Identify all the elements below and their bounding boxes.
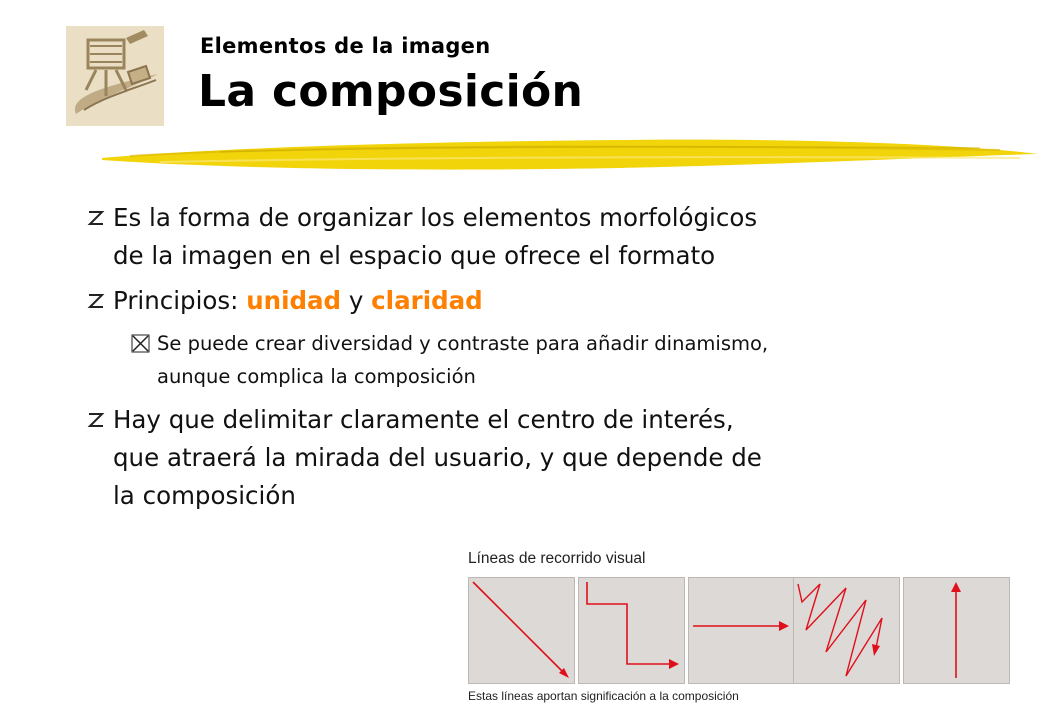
- z-bullet-icon: [86, 208, 106, 228]
- painter-easel-icon: [66, 26, 164, 126]
- visual-path-figure: [455, 540, 1015, 720]
- slide-title: La composición: [198, 66, 584, 117]
- bullet-line: de la imagen en el espacio que ofrece el formato: [113, 241, 716, 270]
- y-bullet-icon: [131, 334, 150, 353]
- z-bullet-icon: [86, 410, 106, 430]
- highlight-claridad: claridad: [371, 286, 483, 315]
- bullet-line: que atraerá la mirada del usuario, y que depende de: [113, 443, 762, 472]
- principles-label: Principios:: [113, 286, 247, 315]
- step-line-panel: [578, 577, 685, 684]
- bullet-line: la composición: [113, 481, 296, 510]
- conjunction: y: [341, 286, 372, 315]
- bullet-line: Hay que delimitar claramente el centro de interés,: [113, 405, 734, 434]
- bullet-line: [113, 283, 483, 319]
- slide-subtitle: Elementos de la imagen: [200, 34, 491, 58]
- sub-bullet-line: Se puede crear diversidad y contraste para añadir dinamismo,: [157, 332, 769, 355]
- horizontal-line-panel: [688, 577, 795, 684]
- figure-caption: Estas líneas aportan significación a la composición: [468, 689, 739, 703]
- diagonal-line-panel: [468, 577, 575, 684]
- zigzag-line-panel: [793, 577, 900, 684]
- bullet-line: Es la forma de organizar los elementos morfológicos: [113, 203, 758, 232]
- z-bullet-icon: [86, 291, 106, 311]
- sub-bullet-line: aunque complica la composición: [157, 365, 476, 388]
- highlight-unidad: unidad: [246, 286, 342, 315]
- vertical-line-panel: [903, 577, 1010, 684]
- figure-title: Líneas de recorrido visual: [468, 550, 646, 567]
- yellow-brush-stroke: [100, 134, 1040, 176]
